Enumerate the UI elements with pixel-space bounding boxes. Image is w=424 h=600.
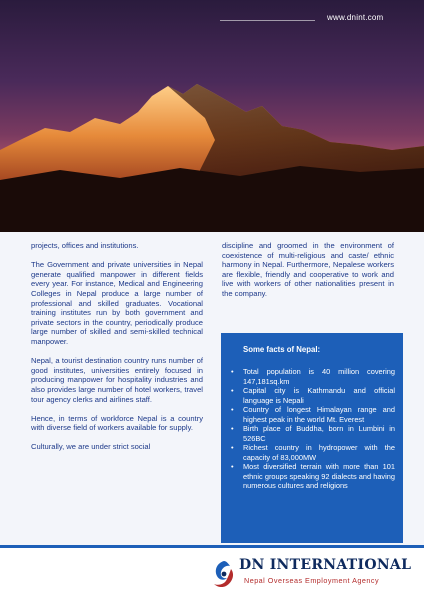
paragraph-3: Nepal, a tourist destination country runs number of good institutes, universities entirely focused in producing manpower for hospitality industries and also provides large number of hotel workers, travel tour agency clerks and airlines staff.: [31, 356, 203, 404]
bullet-icon: •: [231, 367, 234, 376]
company-tagline: Nepal Overseas Employment Agency: [244, 576, 380, 585]
company-name: DN INTERNATIONAL: [239, 557, 412, 573]
bullet-icon: •: [231, 405, 234, 414]
mountain-illustration: [0, 0, 424, 232]
paragraph-2: The Government and private universities in Nepal generate qualified manpower in different fields every year. For instance, Medical and Engineering Colleges in Nepal produce a large number of professional and skilled graduates. Vocational training institutes run by both government and private sectors in the country, periodically produce large number of skilled and semi-skilled technical manpower.: [31, 260, 203, 346]
fact-item: • Most diversified terrain with more than 101 ethnic groups speaking 92 dialects and having numerous cultures and religions: [231, 462, 395, 490]
header-rule: [220, 20, 315, 21]
bullet-icon: •: [231, 386, 234, 395]
paragraph-4: Hence, in terms of workforce Nepal is a country with diverse field of workers available for supply.: [31, 413, 203, 433]
bullet-icon: •: [231, 443, 234, 452]
footer: [0, 545, 424, 600]
footer-accent-strip: [0, 545, 424, 548]
facts-box: [221, 333, 403, 543]
paragraph-6: discipline and groomed in the environment of coexistence of multi-religious and caste/ ethnic harmony in Nepal. Furthermore, Nepalese workers are flexible, friendly and cooperative to work and live with workers of other nationalities present in the company.: [222, 241, 394, 298]
fact-item: • Richest country in hydropower with the capacity of 83,000MW: [231, 443, 395, 462]
fact-item: • Capital city is Kathmandu and official language is Nepali: [231, 386, 395, 405]
right-column: [222, 241, 394, 308]
dn-swirl-logo-icon: [211, 559, 237, 589]
facts-list: [229, 367, 395, 491]
bullet-icon: •: [231, 424, 234, 433]
website-url[interactable]: www.dnint.com: [327, 13, 384, 22]
hero-mountain-image: [0, 0, 424, 232]
fact-item: • Birth place of Buddha, born in Lumbini in 526BC: [231, 424, 395, 443]
left-column: [31, 241, 203, 462]
facts-title: Some facts of Nepal:: [243, 345, 321, 354]
paragraph-1: projects, offices and institutions.: [31, 241, 139, 250]
paragraph-5: Culturally, we are under strict social: [31, 442, 151, 452]
fact-item: • Total population is 40 million covering 147,181sq.km: [231, 367, 395, 386]
fact-item: • Country of longest Himalayan range and highest peak in the world Mt. Everest: [231, 405, 395, 424]
bullet-icon: •: [231, 462, 234, 471]
